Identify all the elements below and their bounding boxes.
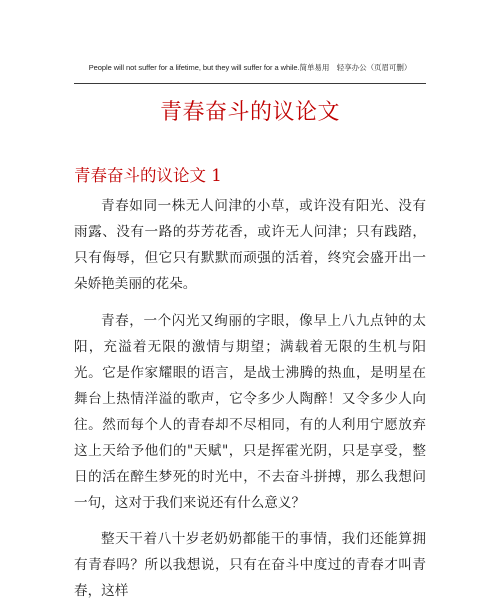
header-divider — [74, 83, 426, 84]
body-paragraph-3: 整天干着八十岁老奶奶都能干的事情，我们还能算拥有青春吗？所以我想说，只有在奋斗中度过的青春才叫青春，这样 — [74, 531, 426, 599]
body-paragraph-1: 青春如同一株无人问津的小草，或许没有阳光、没有雨露、没有一路的芬芳花香，或许无人问津；只有践踏，只有侮辱，但它只有默默而顽强的活着，终究会盛开出一朵娇艳美丽的花朵。 — [74, 198, 426, 292]
body-paragraph-2: 青春，一个闪光又绚丽的字眼，像早上八九点钟的太阳，充溢着无限的激情与期望；满载着无限的生机与阳光。它是作家耀眼的语言，是战士沸腾的热血，是明星在舞台上热情洋溢的歌声，它令多少人陶醉！又令多少人向往。然而每个人的青春却不尽相同，有的人利用宁愿放弃这上天给予他们的"天赋"，只是挥霍光阴，只是享受，整日的活在醉生梦死的时光中，不去奋斗拼搏，那么我想问一句，这对于我们来说还有什么意义？ — [74, 313, 426, 511]
running-header — [74, 62, 426, 73]
header-chinese-note: 简单易用 轻享办公（页眉可删） — [299, 63, 412, 72]
section-heading: 青春奋斗的议论文 1 — [74, 166, 222, 185]
header-english-quote: People will not suffer for a lifetime, but they will suffer for a while. — [88, 63, 300, 72]
document-title: 青春奋斗的议论文 — [159, 100, 340, 125]
